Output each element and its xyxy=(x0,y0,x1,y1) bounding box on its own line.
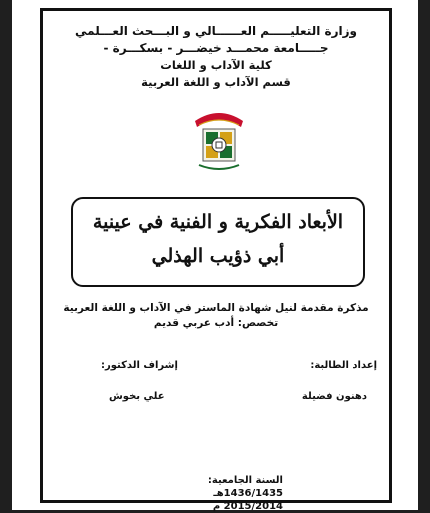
faculty-name: كلية الآداب و اللغات xyxy=(160,58,272,72)
memo-description: مذكرة مقدمة لنيل شهادة الماستر في الآداب و اللغة العربية xyxy=(63,302,369,314)
prepared-by-label: إعداد الطالبة: xyxy=(310,360,377,371)
university-name: جـــــامعة محمـــد خيضـــر - بسكـــرة - xyxy=(103,41,329,55)
page-border-frame xyxy=(40,8,392,512)
academic-year-hijri: 1436/1435هـ xyxy=(213,488,283,499)
specialization: تخصص: أدب عربي قديم xyxy=(153,317,279,329)
document-page xyxy=(12,0,418,510)
university-emblem-icon xyxy=(191,107,247,173)
academic-year-gregorian: 2015/2014 م xyxy=(212,501,283,512)
supervisor-label: إشراف الدكتور: xyxy=(101,360,178,371)
department-name: قسم الآداب و اللغة العربية xyxy=(141,75,291,89)
academic-year-label: السنة الجامعية: xyxy=(207,475,283,486)
student-name: دهنون فضيلة xyxy=(301,391,367,402)
thesis-title-line-2: أبي ذؤيب الهذلي xyxy=(151,245,285,267)
ministry-name: وزارة التعليـــــم العــــــالي و البـــحث العـــلمي xyxy=(75,24,357,38)
supervisor-name: علي بخوش xyxy=(109,391,165,402)
thesis-title-line-1: الأبعاد الفكرية و الفنية في عينية xyxy=(92,211,344,233)
thesis-title-box xyxy=(71,197,365,287)
academic-year xyxy=(193,474,283,513)
